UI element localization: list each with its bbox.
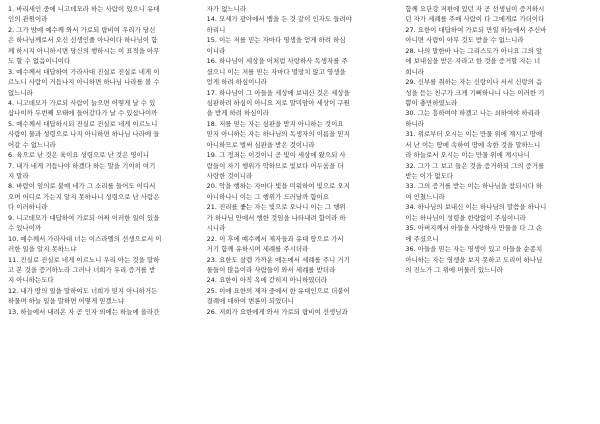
text-line: 결례에 대하여 변론이 되었더니 — [206, 297, 294, 306]
text-line: 지 아니하는도다 — [8, 276, 54, 285]
text-line: 서 난 이는 땅에 속하여 땅에 속한 것을 말하느니 — [405, 140, 541, 149]
text-line: 1. 바리새인 중에 니고데모라 하는 사람이 있으니 유대 — [8, 5, 160, 13]
text-line: 35. 아버지께서 아들을 사랑하사 만물을 다 그 손 — [405, 224, 543, 233]
text-line: 33. 그의 증거를 받는 이는 하나님을 참되시다 하 — [405, 182, 543, 191]
text-line: 12. 내가 땅의 일을 말하여도 너희가 믿지 아니하거든 — [8, 286, 158, 295]
text-line: 가 하나님 안에서 행한 것임을 나타내려 함이라 하 — [206, 213, 346, 222]
text-line: 31. 위로부터 오시는 이는 만물 위에 계시고 땅에 — [405, 130, 543, 139]
text-line: 30. 그는 흥하여야 하겠고 나는 쇠하여야 하리라 — [405, 109, 541, 118]
text-line: 성을 듣는 친구가 크게 기뻐하나니 나는 이러한 기 — [405, 88, 545, 97]
text-line: 21. 진리를 좇는 자는 빛으로 오나니 이는 그 행위 — [206, 203, 346, 212]
text-line: 셨으니 이는 저를 믿는 자마다 멸망치 않고 영생을 — [206, 67, 346, 76]
text-line: 삽나이까 두번째 모태에 들어갔다가 날 수 있삽나이까 — [8, 109, 158, 118]
text-column-middle — [207, 4, 396, 422]
text-line: 22. 이 후에 예수께서 제자들과 유대 땅으로 가서 — [206, 234, 344, 243]
text-line: 에 보내심을 받은 자라고 한 것을 증거할 자는 너 — [405, 57, 541, 66]
text-line: 쁨이 충만하였노라 — [405, 98, 458, 107]
text-line: 지 말라 — [8, 172, 29, 180]
text-column-right — [405, 4, 594, 422]
text-line: 수 있나이까 — [8, 224, 42, 233]
text-line: 36. 아들을 믿는 자는 영생이 있고 아들을 순종치 — [405, 245, 543, 254]
text-line: 24. 요한이 아직 옥에 갇히지 아니하였더라 — [206, 276, 327, 285]
text-column-left — [8, 4, 197, 422]
text-line: 아니면 사람이 아무 것도 받을 수 없느니라 — [405, 36, 524, 45]
text-line: 시니라 — [206, 224, 226, 233]
text-line: 여 인쳤느니라 — [405, 192, 445, 201]
text-line: 25. 이에 요한의 제자 중에서 한 유대인으로 더불어 — [206, 286, 350, 295]
text-line: 이니라 — [206, 46, 226, 55]
text-line: 18. 저를 믿는 자는 심판을 받지 아니하는 것이요 — [206, 119, 344, 128]
text-line: 8. 바람이 임의로 불매 네가 그 소리를 들어도 어디서 — [8, 182, 156, 191]
text-line: 27. 요한이 대답하여 가로되 만일 하늘에서 주신바 — [405, 25, 547, 34]
text-line: 께 하시지 아니하시면 당신의 행하시는 이 표적을 아무 — [8, 46, 160, 55]
text-line: 14. 모세가 광야에서 뱀을 든 것 같이 인자도 들려야 — [206, 15, 352, 24]
text-line: 9. 니고데모가 대답하여 가로되 어찌 이러한 일이 있을 — [8, 213, 160, 222]
text-line: 사랑한 것이니라 — [206, 172, 253, 180]
text-line: 34. 하나님의 보내신 이는 하나님의 말씀을 하나니 — [405, 203, 547, 212]
text-line: 거기 함께 유하시며 세례를 주시더라 — [206, 245, 309, 254]
text-line: 7. 내가 네게 거듭나야 하겠다 하는 말을 기이히 여기 — [8, 161, 156, 170]
text-line: 다 이러하니라 — [8, 203, 48, 212]
text-line: 희니라 — [405, 67, 425, 76]
text-line: 의 진노가 그 위에 머물러 있느니라 — [405, 265, 503, 274]
text-line: 2. 그가 밤에 예수께 와서 가로되 랍비여 우리가 당신 — [8, 25, 156, 34]
text-line: 하니라 — [405, 119, 425, 128]
text-line: 29. 신부를 취하는 자는 신랑이나 서서 신랑의 음 — [405, 78, 543, 87]
text-line: 없느니라 — [8, 88, 33, 97]
text-line: 에 주셨으니 — [405, 234, 439, 243]
text-line: 어갈 수 없느니라 — [8, 140, 56, 149]
text-line: 은 하나님께로서 오신 선생인줄 아나이다 하나님이 함 — [8, 36, 158, 45]
text-line: 심판하려 하심이 아니요 저로 말미암아 세상이 구원 — [206, 98, 350, 107]
text-line: 하리니 — [206, 25, 226, 34]
text-line: 물들이 많음이라 사람들이 와서 세례를 받더라 — [206, 265, 336, 274]
text-line: 아니하는 자는 영생을 보지 못하고 도리어 하나님 — [405, 255, 543, 264]
text-line: 던 자가 세례를 주매 사람이 다 그에게로 가더이다 — [405, 15, 545, 24]
text-line: 16. 하나님이 세상을 이처럼 사랑하사 독생자를 주 — [206, 57, 348, 66]
text-line: 받는 이가 없도다 — [405, 172, 454, 180]
text-line: 러한 일을 알지 못하느냐 — [8, 245, 77, 254]
text-line: 얻게 하려 하심이니라 — [206, 78, 267, 87]
text-line: 26. 저희가 요한에게 와서 가로되 랍비여 선생님과 — [206, 307, 348, 316]
text-line: 11. 진실로 진실로 네게 이르노니 우리 아는 것을 말하 — [8, 255, 160, 264]
text-line: 4. 니고데모가 가로되 사람이 늙으면 어떻게 날 수 있 — [8, 98, 156, 107]
text-line: 믿지 아니하는 자는 하나님의 독생자의 이름을 믿지 — [206, 130, 350, 139]
text-line: 5. 예수께서 대답하시되 진실로 진실로 네게 이르노니 — [8, 119, 158, 128]
text-line: 아니하나니 이는 그 행위가 드러날까 함이요 — [206, 192, 330, 201]
text-line: 17. 하나님이 그 아들을 세상에 보내신 것은 세상을 — [206, 88, 350, 97]
text-line: 함께 요단강 저편에 있던 자 곧 선생님이 증거하시 — [405, 5, 545, 13]
text-line: 고 본 것을 증거하노라 그러나 너희가 우리 증거를 받 — [8, 265, 156, 274]
text-line: 자가 없느니라 — [206, 5, 247, 13]
text-line: 13. 하늘에서 내려온 자 곧 인자 외에는 하늘에 올라간 — [8, 307, 160, 316]
text-line: 아니하므로 벌써 심판을 받은 것이니라 — [206, 140, 315, 149]
text-line: 20. 악을 행하는 자마다 빛을 미워하여 빛으로 오지 — [206, 182, 350, 191]
text-line: 19. 그 정죄는 이것이니 곧 빛이 세상에 왔으되 사 — [206, 151, 346, 160]
text-line: 을 받게 하려 하심이라 — [206, 109, 269, 118]
text-line: 하물며 하늘 일을 말하면 어떻게 믿겠느냐 — [8, 297, 125, 306]
text-line: 르노니 사람이 거듭나지 아니하면 하나님 나라를 볼 수 — [8, 78, 160, 87]
text-line: 인의 관원이라 — [8, 15, 48, 24]
text-line: 23. 요한도 살렘 가까운 애논에서 세례를 주니 거기 — [206, 255, 350, 264]
text-line: 15. 이는 저를 믿는 자마다 영생을 얻게 하려 하심 — [206, 36, 346, 45]
text-line: 사람이 물과 성령으로 나지 아니하면 하나님 나라에 들 — [8, 130, 160, 139]
text-line: 라 하늘로서 오시는 이는 만물 위에 계시나니 — [405, 151, 530, 160]
text-line: 도 할 수 없음이니이다 — [8, 57, 71, 66]
text-line: 오며 어디로 가는지 알지 못하나니 성령으로 난 사람은 — [8, 192, 160, 201]
text-line: 10. 예수께서 가라사대 너는 이스라엘의 선생으로서 이 — [8, 234, 162, 243]
text-line: 32. 그가 그 보고 들은 것을 증거하되 그의 증거를 — [405, 161, 545, 170]
text-line: 이는 하나님이 성령을 한량없이 주심이니라 — [405, 213, 526, 222]
text-line: 3. 예수께서 대답하여 가라사대 진실로 진실로 네게 이 — [8, 67, 160, 76]
text-line: 28. 나의 말한바 나는 그리스도가 아니요 그의 앞 — [405, 46, 543, 55]
text-line: 람들이 자기 행위가 악하므로 빛보다 어두움을 더 — [206, 161, 344, 170]
text-line: 6. 육으로 난 것은 육이요 성령으로 난 것은 영이니 — [8, 151, 150, 160]
